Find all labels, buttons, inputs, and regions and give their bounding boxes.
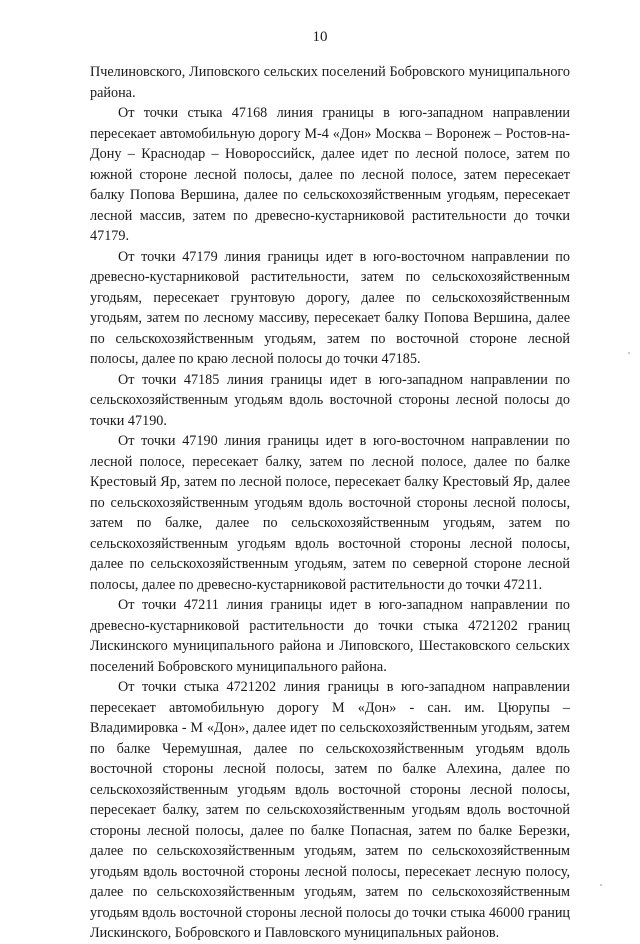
paragraph-continuation: Пчелиновского, Липовского сельских поселений Бобровского муниципального района. <box>90 64 570 101</box>
paragraph-point-47190: От точки 47190 линия границы идет в юго-восточном направлении по лесной полосе, пересекает балку, затем по лесной полосе, далее по балке Крестовый Яр, затем по лесной полосе, пересекает балку Крестовый Яр, далее по сельскохозяйственным угодьям вдоль восточной стороны лесной полосы, затем по балке, далее по сельскохозяйственным угодьям, затем по сельскохозяйственным угодьям вдоль восточной стороны лесной полосы, далее по сельскохозяйственным угодьям, затем по северной стороне лесной полосы, далее по древесно-кустарниковой растительности до точки 47211. <box>90 433 570 593</box>
paragraph-point-47179: От точки 47179 линия границы идет в юго-восточном направлении по древесно-кустарниковой растительности, затем по сельскохозяйственным угодьям, пересекает грунтовую дорогу, далее по сельскохозяйственным угодьям, затем по лесному массиву, пересекает балку Попова Вершина, далее по сельскохозяйственным угодьям, затем по восточной стороне лесной полосы, далее по краю лесной полосы до точки 47185. <box>90 248 570 367</box>
paragraph-point-47168: От точки стыка 47168 линия границы в юго-западном направлении пересекает автомобильную дорогу М-4 «Дон» Москва – Воронеж – Ростов-на-Дону – Краснодар – Новороссийск, далее идет по лесной полосе, затем по южной стороне лесной полосы, далее по лесной полосе, затем пересекает балку Попова Вершина, далее по сельскохозяйственным угодьям, пересекает лесной массив, затем по древесно-кустарниковой растительности до точки 47179. <box>90 105 570 244</box>
page-number: 10 <box>312 29 328 45</box>
paragraph-point-47211: От точки 47211 линия границы идет в юго-западном направлении по древесно-кустарниковой растительности до точки стыка 4721202 границ Лискинского муниципального района и Липовского, Шестаковского сельских поселений Бобровского муниципального района. <box>90 597 570 675</box>
scan-speck <box>628 352 630 354</box>
paragraph-point-47185: От точки 47185 линия границы идет в юго-западном направлении по сельскохозяйственным угодьям вдоль восточной стороны лесной полосы до точки 47190. <box>90 371 570 429</box>
scan-speck <box>600 884 602 886</box>
paragraph-point-4721202: От точки стыка 4721202 линия границы в юго-западном направлении пересекает автомобильную дорогу М «Дон» - сан. им. Цюрупы – Владимировка - М «Дон», далее идет по сельскохозяйственным угодьям, затем по балке Черемушная, далее по сельскохозяйственным угодьям вдоль восточной стороны лесной полосы, затем по балке Алехина, далее по сельскохозяйственным угодьям вдоль восточной стороны лесной полосы, пересекает балку, затем по сельскохозяйственным угодьям вдоль восточной стороны лесной полосы, далее по балке Попасная, затем по балке Березки, далее по сельскохозяйственным угодьям, затем по сельскохозяйственным угодьям вдоль восточной стороны лесной полосы, пересекает лесную полосу, далее по сельскохозяйственным угодьям, затем по сельскохозяйственным угодьям вдоль восточной стороны лесной полосы до точки стыка 46000 границ Лискинского, Бобровского и Павловского муниципальных районов. <box>90 679 570 941</box>
document-body <box>90 62 570 944</box>
